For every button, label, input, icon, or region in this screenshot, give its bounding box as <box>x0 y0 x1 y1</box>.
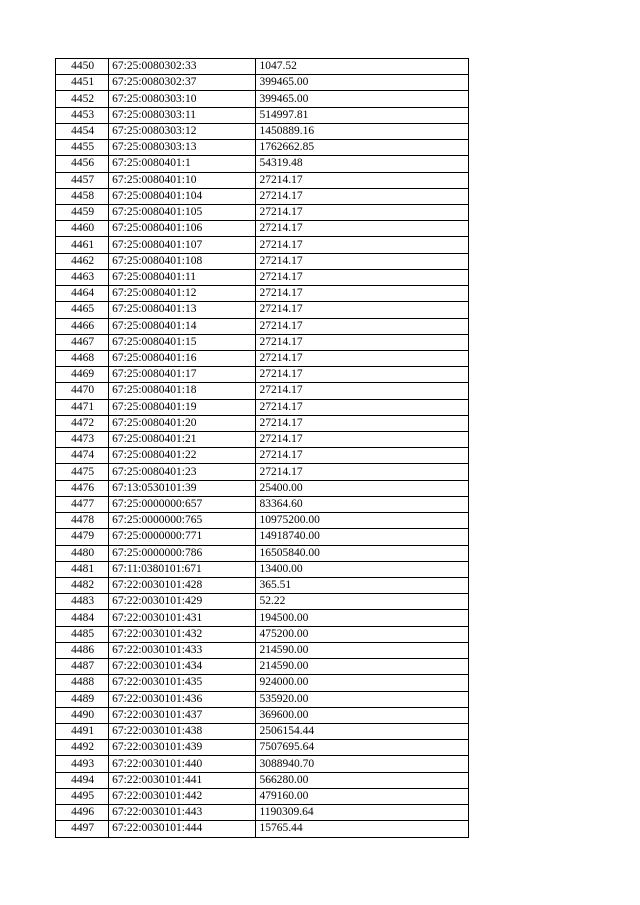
cadastral-number-cell: 67:25:0080303:13 <box>109 140 256 156</box>
row-number-cell: 4480 <box>56 545 109 561</box>
cadastral-number-cell: 67:25:0080401:15 <box>109 334 256 350</box>
cadastral-number-cell: 67:25:0080401:105 <box>109 204 256 220</box>
value-cell: 27214.17 <box>256 464 469 480</box>
row-number-cell: 4467 <box>56 334 109 350</box>
row-number-cell: 4494 <box>56 772 109 788</box>
cadastral-value-table <box>55 58 469 838</box>
value-cell: 514997.81 <box>256 107 469 123</box>
table-row <box>56 513 469 529</box>
table-row <box>56 480 469 496</box>
row-number-cell: 4450 <box>56 59 109 75</box>
table-row <box>56 496 469 512</box>
row-number-cell: 4457 <box>56 172 109 188</box>
value-cell: 3088940.70 <box>256 756 469 772</box>
row-number-cell: 4475 <box>56 464 109 480</box>
row-number-cell: 4456 <box>56 156 109 172</box>
value-cell: 27214.17 <box>256 221 469 237</box>
row-number-cell: 4496 <box>56 805 109 821</box>
value-cell: 214590.00 <box>256 642 469 658</box>
cadastral-number-cell: 67:22:0030101:432 <box>109 626 256 642</box>
table-row <box>56 204 469 220</box>
table-row <box>56 642 469 658</box>
row-number-cell: 4481 <box>56 561 109 577</box>
value-cell: 16505840.00 <box>256 545 469 561</box>
row-number-cell: 4478 <box>56 513 109 529</box>
table-row <box>56 772 469 788</box>
table-row <box>56 788 469 804</box>
table-row <box>56 91 469 107</box>
cadastral-number-cell: 67:22:0030101:435 <box>109 675 256 691</box>
cadastral-number-cell: 67:25:0080401:19 <box>109 399 256 415</box>
cadastral-number-cell: 67:22:0030101:442 <box>109 788 256 804</box>
value-cell: 54319.48 <box>256 156 469 172</box>
table-row <box>56 318 469 334</box>
value-cell: 1450889.16 <box>256 123 469 139</box>
row-number-cell: 4468 <box>56 350 109 366</box>
table-row <box>56 350 469 366</box>
value-cell: 27214.17 <box>256 237 469 253</box>
cadastral-number-cell: 67:25:0080401:20 <box>109 415 256 431</box>
table-row <box>56 107 469 123</box>
cadastral-number-cell: 67:25:0080401:22 <box>109 448 256 464</box>
row-number-cell: 4493 <box>56 756 109 772</box>
cadastral-number-cell: 67:25:0080302:33 <box>109 59 256 75</box>
cadastral-number-cell: 67:22:0030101:433 <box>109 642 256 658</box>
cadastral-number-cell: 67:25:0000000:771 <box>109 529 256 545</box>
table-row <box>56 805 469 821</box>
value-cell: 27214.17 <box>256 318 469 334</box>
row-number-cell: 4463 <box>56 269 109 285</box>
value-cell: 15765.44 <box>256 821 469 837</box>
value-cell: 535920.00 <box>256 691 469 707</box>
table-row <box>56 578 469 594</box>
cadastral-number-cell: 67:22:0030101:439 <box>109 740 256 756</box>
row-number-cell: 4479 <box>56 529 109 545</box>
row-number-cell: 4497 <box>56 821 109 837</box>
row-number-cell: 4469 <box>56 367 109 383</box>
cadastral-number-cell: 67:25:0080401:104 <box>109 188 256 204</box>
value-cell: 365.51 <box>256 578 469 594</box>
table-row <box>56 302 469 318</box>
row-number-cell: 4466 <box>56 318 109 334</box>
table-row <box>56 545 469 561</box>
cadastral-number-cell: 67:22:0030101:431 <box>109 610 256 626</box>
value-cell: 13400.00 <box>256 561 469 577</box>
value-cell: 475200.00 <box>256 626 469 642</box>
table-row <box>56 59 469 75</box>
row-number-cell: 4484 <box>56 610 109 626</box>
cadastral-number-cell: 67:22:0030101:428 <box>109 578 256 594</box>
value-cell: 27214.17 <box>256 367 469 383</box>
row-number-cell: 4473 <box>56 432 109 448</box>
table-row <box>56 707 469 723</box>
value-cell: 27214.17 <box>256 448 469 464</box>
row-number-cell: 4482 <box>56 578 109 594</box>
table-row <box>56 123 469 139</box>
row-number-cell: 4462 <box>56 253 109 269</box>
cadastral-number-cell: 67:25:0080401:17 <box>109 367 256 383</box>
value-cell: 194500.00 <box>256 610 469 626</box>
value-cell: 10975200.00 <box>256 513 469 529</box>
table-row <box>56 156 469 172</box>
row-number-cell: 4458 <box>56 188 109 204</box>
table-body <box>56 59 469 838</box>
cadastral-number-cell: 67:22:0030101:436 <box>109 691 256 707</box>
value-cell: 399465.00 <box>256 91 469 107</box>
table-row <box>56 448 469 464</box>
cadastral-number-cell: 67:25:0080401:16 <box>109 350 256 366</box>
table-row <box>56 172 469 188</box>
cadastral-number-cell: 67:25:0080401:18 <box>109 383 256 399</box>
table-row <box>56 399 469 415</box>
cadastral-number-cell: 67:25:0080303:10 <box>109 91 256 107</box>
value-cell: 14918740.00 <box>256 529 469 545</box>
cadastral-number-cell: 67:11:0380101:671 <box>109 561 256 577</box>
value-cell: 27214.17 <box>256 350 469 366</box>
table-row <box>56 367 469 383</box>
row-number-cell: 4490 <box>56 707 109 723</box>
table-row <box>56 626 469 642</box>
cadastral-number-cell: 67:25:0000000:657 <box>109 496 256 512</box>
row-number-cell: 4474 <box>56 448 109 464</box>
value-cell: 7507695.64 <box>256 740 469 756</box>
table-row <box>56 529 469 545</box>
value-cell: 27214.17 <box>256 188 469 204</box>
row-number-cell: 4486 <box>56 642 109 658</box>
table-row <box>56 610 469 626</box>
table-row <box>56 237 469 253</box>
value-cell: 1047.52 <box>256 59 469 75</box>
row-number-cell: 4461 <box>56 237 109 253</box>
cadastral-number-cell: 67:25:0080401:13 <box>109 302 256 318</box>
cadastral-number-cell: 67:25:0080401:1 <box>109 156 256 172</box>
table-row <box>56 415 469 431</box>
row-number-cell: 4487 <box>56 659 109 675</box>
value-cell: 1762662.85 <box>256 140 469 156</box>
value-cell: 27214.17 <box>256 383 469 399</box>
row-number-cell: 4470 <box>56 383 109 399</box>
table-row <box>56 594 469 610</box>
table-row <box>56 675 469 691</box>
cadastral-number-cell: 67:22:0030101:434 <box>109 659 256 675</box>
table-row <box>56 821 469 837</box>
cadastral-number-cell: 67:25:0080401:106 <box>109 221 256 237</box>
row-number-cell: 4453 <box>56 107 109 123</box>
row-number-cell: 4495 <box>56 788 109 804</box>
table-row <box>56 269 469 285</box>
value-cell: 27214.17 <box>256 172 469 188</box>
table-row <box>56 75 469 91</box>
row-number-cell: 4471 <box>56 399 109 415</box>
row-number-cell: 4476 <box>56 480 109 496</box>
value-cell: 399465.00 <box>256 75 469 91</box>
value-cell: 25400.00 <box>256 480 469 496</box>
table-row <box>56 464 469 480</box>
table-row <box>56 561 469 577</box>
cadastral-number-cell: 67:22:0030101:443 <box>109 805 256 821</box>
table-row <box>56 659 469 675</box>
cadastral-number-cell: 67:25:0080303:11 <box>109 107 256 123</box>
row-number-cell: 4459 <box>56 204 109 220</box>
cadastral-number-cell: 67:25:0080401:10 <box>109 172 256 188</box>
value-cell: 369600.00 <box>256 707 469 723</box>
value-cell: 214590.00 <box>256 659 469 675</box>
table-row <box>56 723 469 739</box>
value-cell: 27214.17 <box>256 302 469 318</box>
row-number-cell: 4455 <box>56 140 109 156</box>
table-row <box>56 188 469 204</box>
cadastral-number-cell: 67:25:0080401:108 <box>109 253 256 269</box>
cadastral-number-cell: 67:22:0030101:429 <box>109 594 256 610</box>
table-row <box>56 756 469 772</box>
table-row <box>56 334 469 350</box>
cadastral-number-cell: 67:22:0030101:438 <box>109 723 256 739</box>
value-cell: 27214.17 <box>256 204 469 220</box>
row-number-cell: 4451 <box>56 75 109 91</box>
cadastral-number-cell: 67:25:0080302:37 <box>109 75 256 91</box>
value-cell: 52.22 <box>256 594 469 610</box>
value-cell: 27214.17 <box>256 334 469 350</box>
table-row <box>56 253 469 269</box>
cadastral-number-cell: 67:22:0030101:437 <box>109 707 256 723</box>
value-cell: 27214.17 <box>256 399 469 415</box>
value-cell: 566280.00 <box>256 772 469 788</box>
value-cell: 27214.17 <box>256 269 469 285</box>
value-cell: 2506154.44 <box>256 723 469 739</box>
cadastral-number-cell: 67:13:0530101:39 <box>109 480 256 496</box>
value-cell: 924000.00 <box>256 675 469 691</box>
row-number-cell: 4465 <box>56 302 109 318</box>
row-number-cell: 4485 <box>56 626 109 642</box>
row-number-cell: 4477 <box>56 496 109 512</box>
cadastral-number-cell: 67:25:0080401:23 <box>109 464 256 480</box>
row-number-cell: 4491 <box>56 723 109 739</box>
value-cell: 1190309.64 <box>256 805 469 821</box>
value-cell: 27214.17 <box>256 286 469 302</box>
row-number-cell: 4460 <box>56 221 109 237</box>
cadastral-number-cell: 67:25:0080303:12 <box>109 123 256 139</box>
cadastral-number-cell: 67:25:0000000:786 <box>109 545 256 561</box>
table-row <box>56 691 469 707</box>
table-row <box>56 383 469 399</box>
value-cell: 479160.00 <box>256 788 469 804</box>
cadastral-number-cell: 67:25:0080401:11 <box>109 269 256 285</box>
row-number-cell: 4454 <box>56 123 109 139</box>
table-row <box>56 221 469 237</box>
cadastral-number-cell: 67:25:0080401:107 <box>109 237 256 253</box>
row-number-cell: 4489 <box>56 691 109 707</box>
value-cell: 83364.60 <box>256 496 469 512</box>
table-row <box>56 432 469 448</box>
cadastral-number-cell: 67:25:0000000:765 <box>109 513 256 529</box>
value-cell: 27214.17 <box>256 415 469 431</box>
table-row <box>56 740 469 756</box>
row-number-cell: 4464 <box>56 286 109 302</box>
cadastral-number-cell: 67:22:0030101:441 <box>109 772 256 788</box>
value-cell: 27214.17 <box>256 432 469 448</box>
row-number-cell: 4483 <box>56 594 109 610</box>
row-number-cell: 4452 <box>56 91 109 107</box>
cadastral-number-cell: 67:22:0030101:444 <box>109 821 256 837</box>
table-row <box>56 286 469 302</box>
cadastral-number-cell: 67:22:0030101:440 <box>109 756 256 772</box>
row-number-cell: 4492 <box>56 740 109 756</box>
table-row <box>56 140 469 156</box>
row-number-cell: 4488 <box>56 675 109 691</box>
cadastral-number-cell: 67:25:0080401:12 <box>109 286 256 302</box>
cadastral-number-cell: 67:25:0080401:14 <box>109 318 256 334</box>
cadastral-number-cell: 67:25:0080401:21 <box>109 432 256 448</box>
value-cell: 27214.17 <box>256 253 469 269</box>
row-number-cell: 4472 <box>56 415 109 431</box>
